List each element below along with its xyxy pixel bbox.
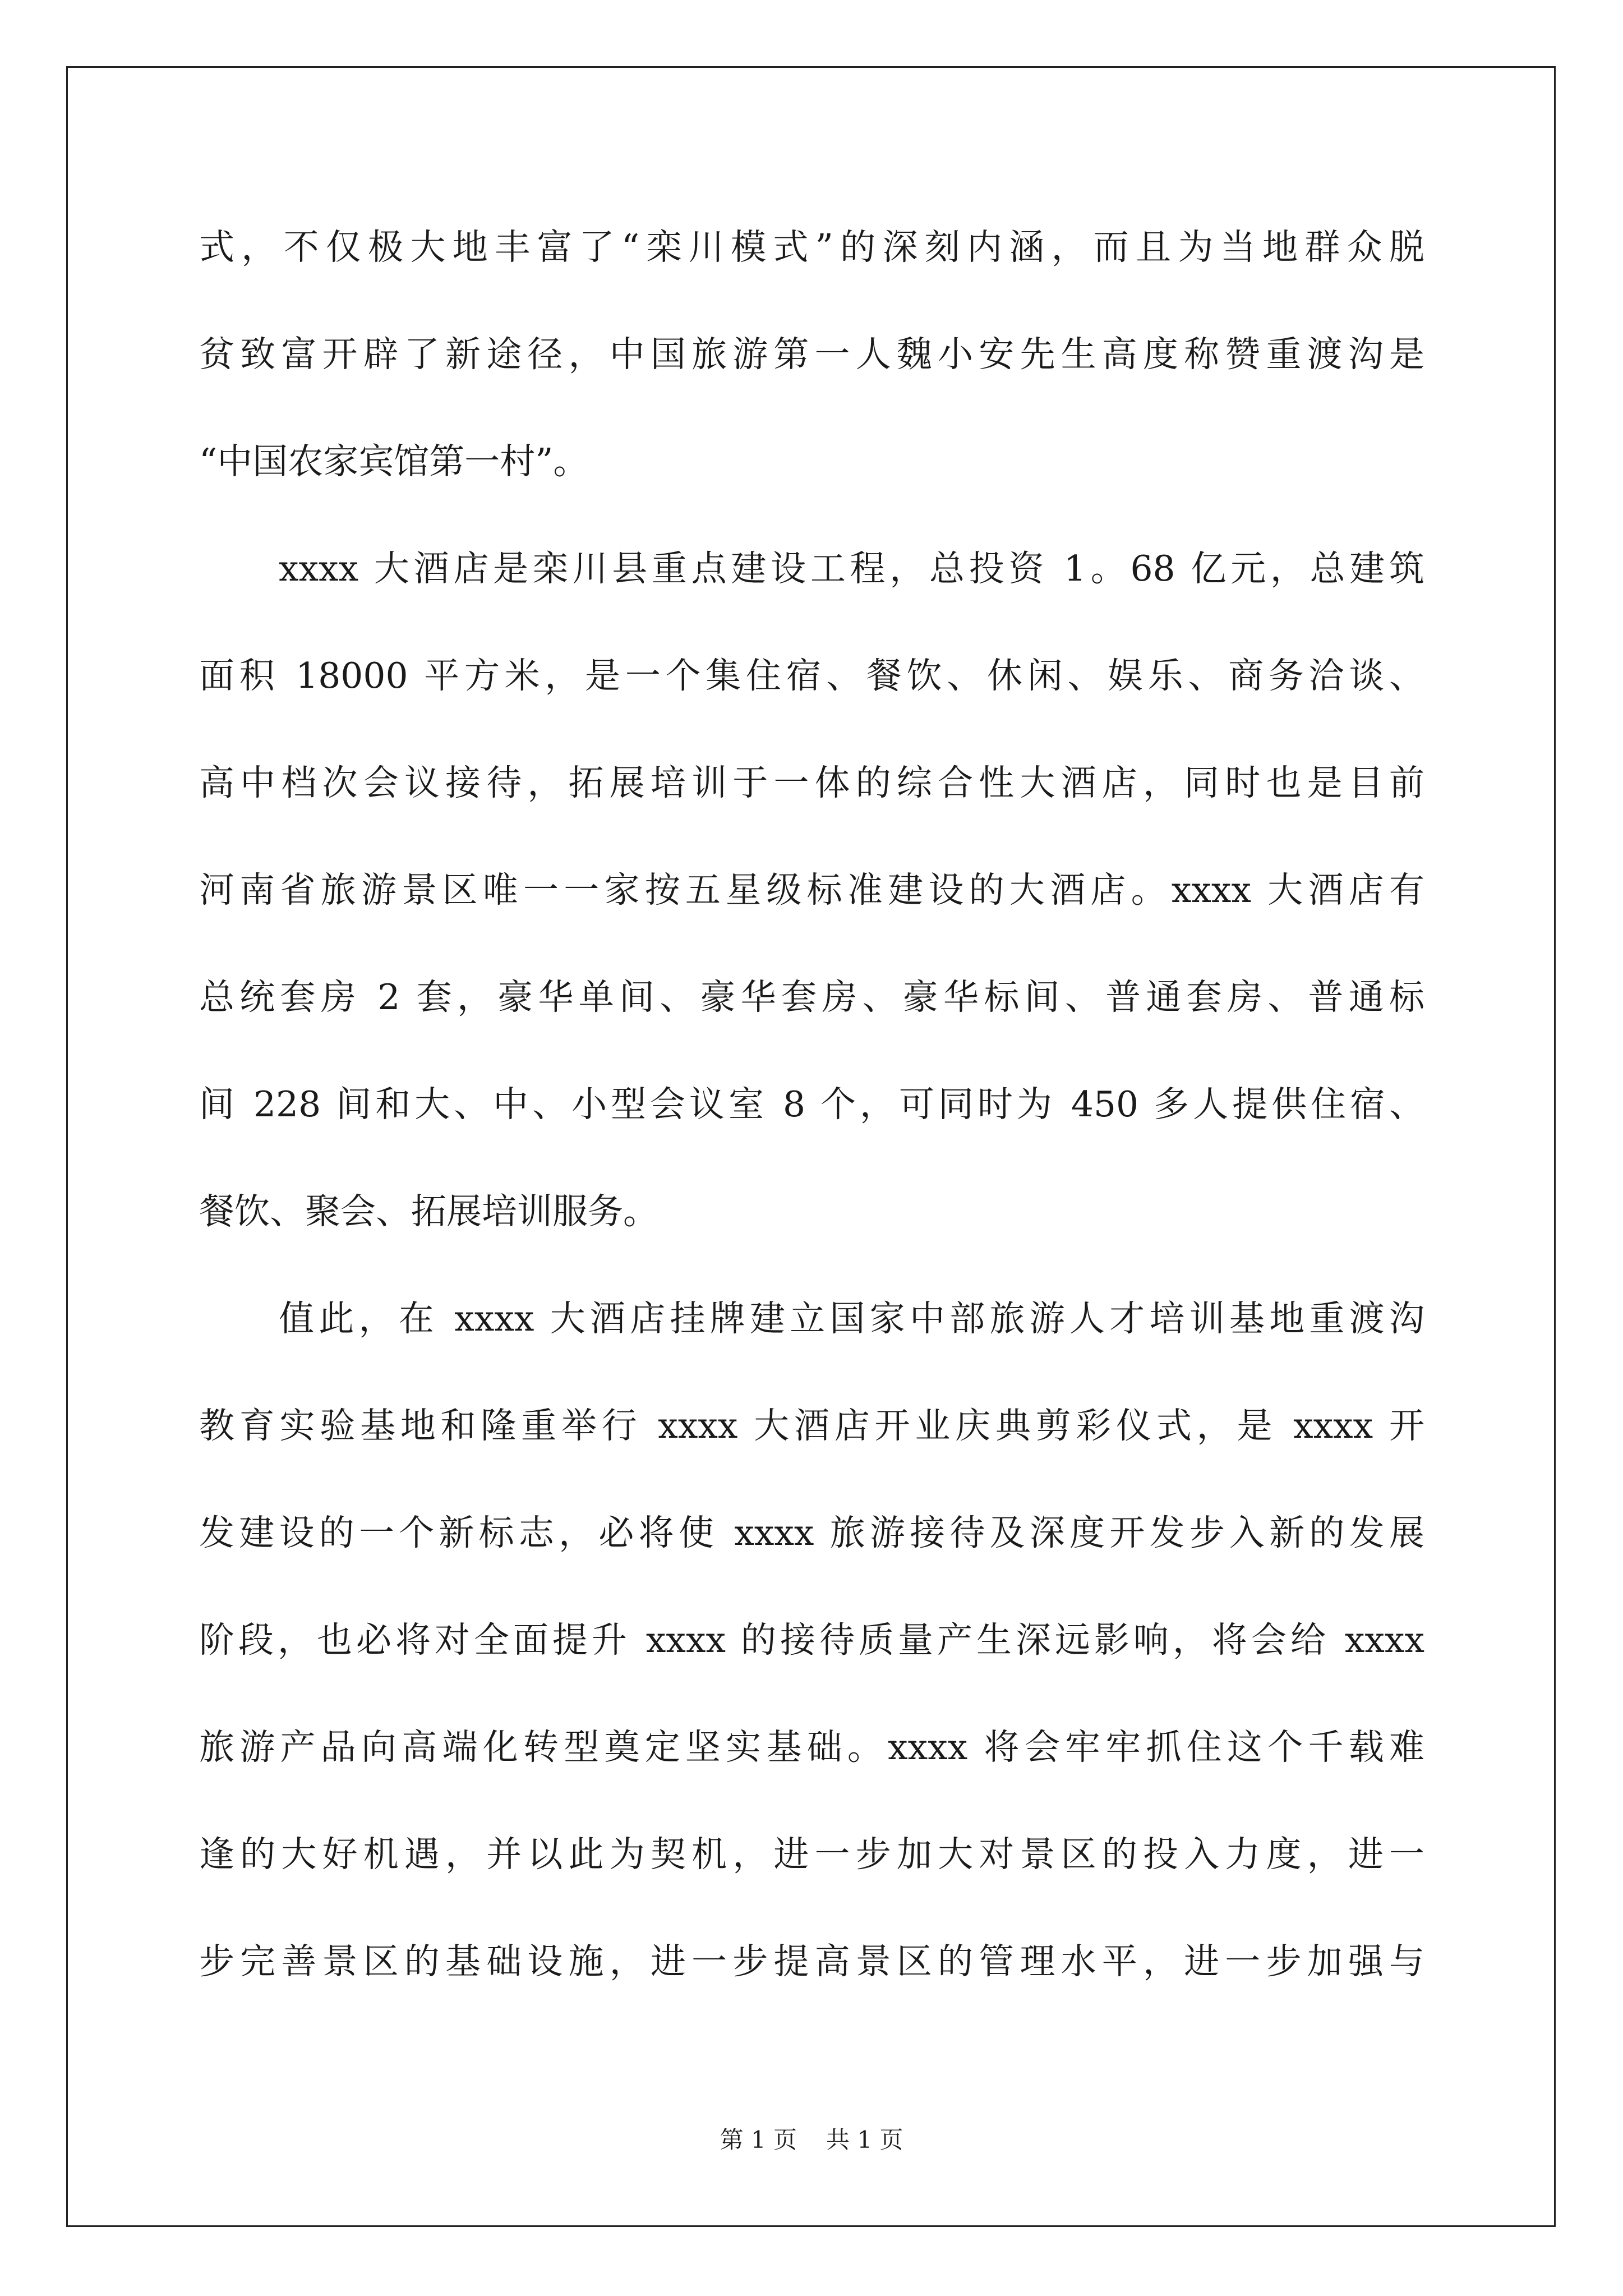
page-number: 第 1 页 bbox=[720, 2126, 797, 2154]
text-line: 高中档次会议接待，拓展培训于一体的综合性大酒店，同时也是目前 bbox=[199, 762, 1424, 803]
text-line: 旅游产品向高端化转型奠定坚实基础。xxxx 将会牢牢抓住这个千载难 bbox=[199, 1727, 1424, 1768]
page-total: 共 1 页 bbox=[826, 2126, 903, 2154]
page-footer bbox=[0, 2123, 1623, 2157]
paragraph-first-line: xxxx 大酒店是栾川县重点建设工程，总投资 1。68 亿元，总建筑 bbox=[279, 548, 1424, 589]
text-line: 河南省旅游景区唯一一家按五星级标准建设的大酒店。xxxx 大酒店有 bbox=[199, 869, 1424, 910]
text-line: 教育实验基地和隆重举行 xxxx 大酒店开业庆典剪彩仪式，是 xxxx 开 bbox=[199, 1405, 1424, 1446]
text-line: 步完善景区的基础设施，进一步提高景区的管理水平，进一步加强与 bbox=[199, 1941, 1424, 1982]
text-line: 阶段，也必将对全面提升 xxxx 的接待质量产生深远影响，将会给 xxxx bbox=[199, 1619, 1424, 1660]
text-line: “中国农家宾馆第一村”。 bbox=[199, 441, 589, 482]
text-line: 间 228 间和大、中、小型会议室 8 个，可同时为 450 多人提供住宿、 bbox=[199, 1084, 1424, 1125]
document-body bbox=[199, 217, 1424, 2038]
paragraph-first-line: 值此，在 xxxx 大酒店挂牌建立国家中部旅游人才培训基地重渡沟 bbox=[279, 1298, 1424, 1339]
text-line: 逢的大好机遇，并以此为契机，进一步加大对景区的投入力度，进一 bbox=[199, 1834, 1424, 1875]
text-line: 贫致富开辟了新途径，中国旅游第一人魏小安先生高度称赞重渡沟是 bbox=[199, 334, 1424, 375]
text-line: 发建设的一个新标志，必将使 xxxx 旅游接待及深度开发步入新的发展 bbox=[199, 1512, 1424, 1553]
text-line: 式，不仅极大地丰富了“栾川模式”的深刻内涵，而且为当地群众脱 bbox=[199, 227, 1424, 268]
text-line: 总统套房 2 套，豪华单间、豪华套房、豪华标间、普通套房、普通标 bbox=[199, 977, 1424, 1018]
text-line: 餐饮、聚会、拓展培训服务。 bbox=[199, 1191, 658, 1232]
text-line: 面积 18000 平方米，是一个集住宿、餐饮、休闲、娱乐、商务洽谈、 bbox=[199, 655, 1424, 696]
